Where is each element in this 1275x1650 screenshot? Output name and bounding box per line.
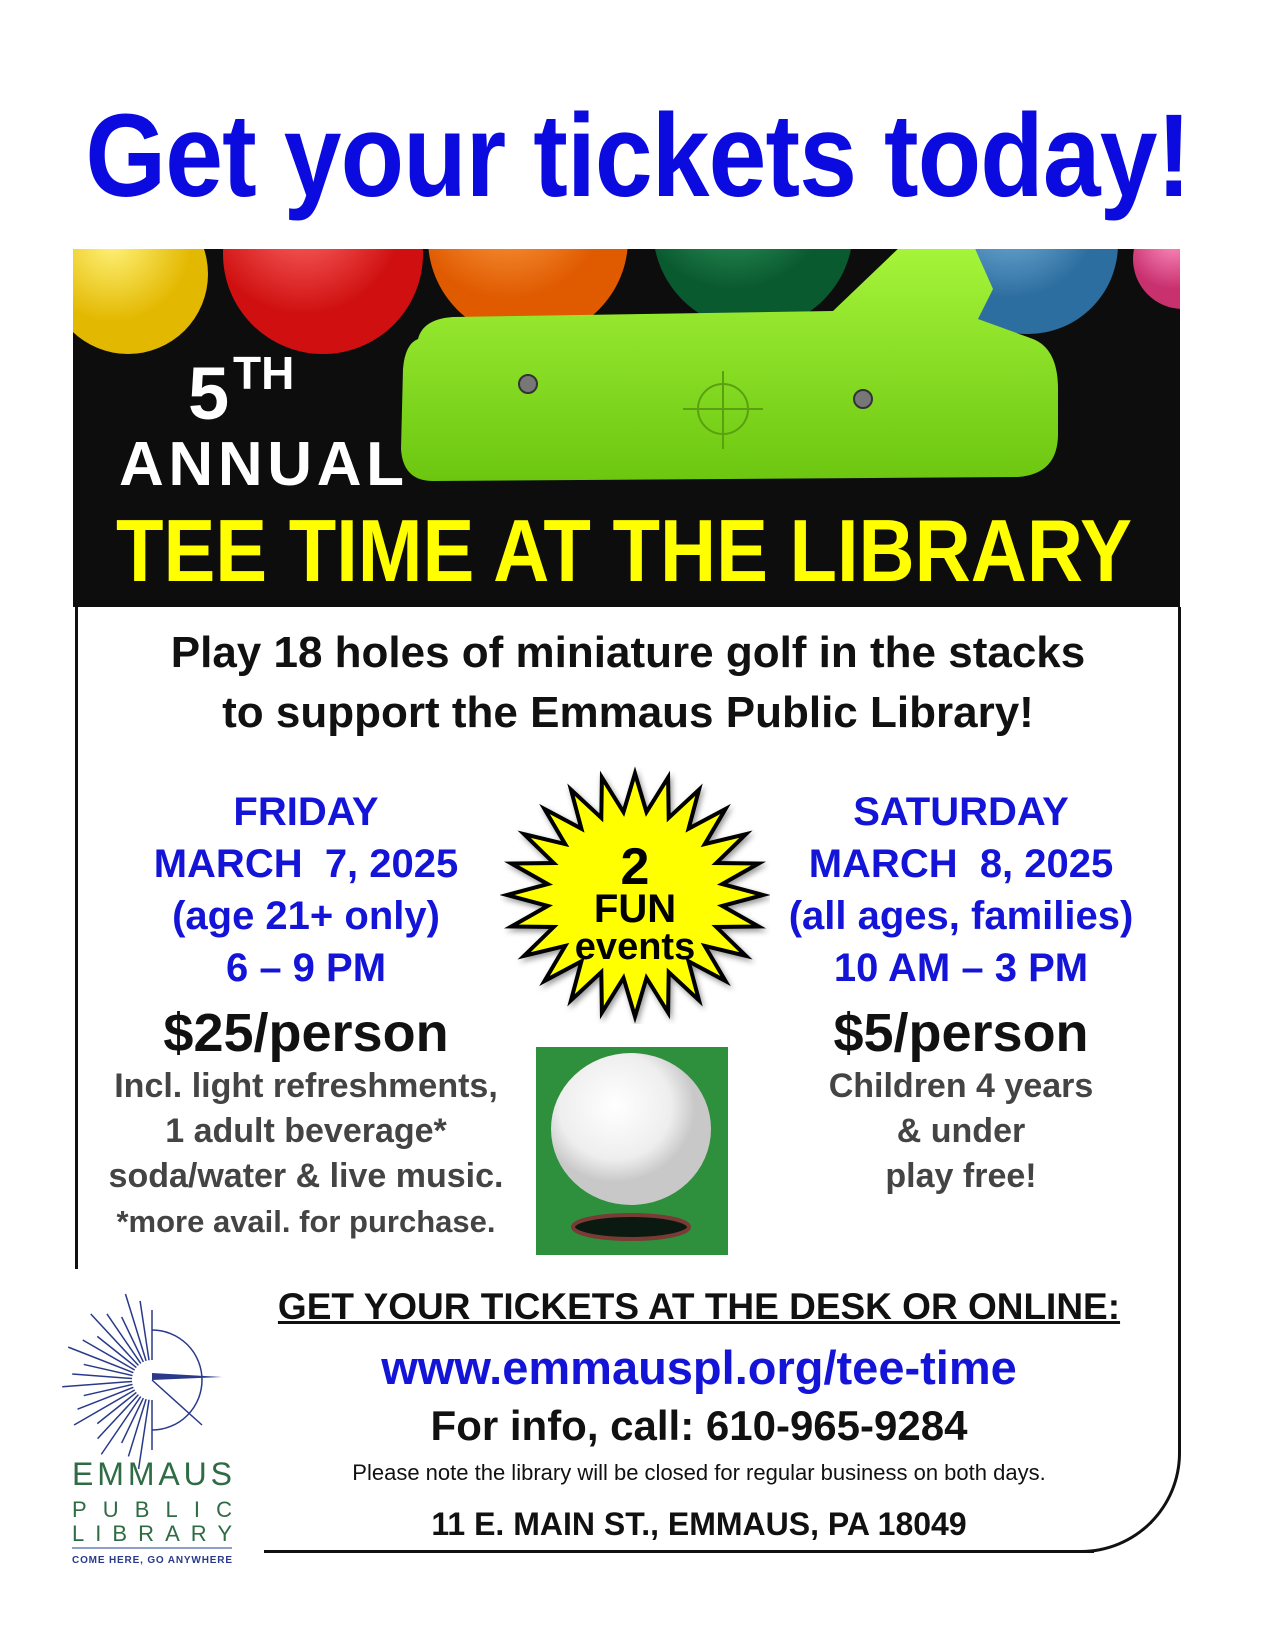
golf-ball [551,1053,711,1205]
library-address: 11 E. MAIN ST., EMMAUS, PA 18049 [431,1506,967,1542]
friday-time: 6 – 9 PM [225,946,387,990]
intro-line-1: Play 18 holes of miniature golf in the stacks [170,628,1086,677]
golf-ball-image [536,1047,728,1255]
badge-word-events: events [574,926,696,968]
banner-image [73,249,1180,607]
headline-text: Get your tickets today! [85,90,1190,222]
logo-line3: LIBRARY [72,1521,232,1546]
saturday-date: MARCH 8, 2025 [808,842,1114,886]
logo-name: EMMAUS [72,1456,232,1492]
fun-events-starburst [500,766,770,1024]
saturday-price: $5/person [833,1003,1089,1063]
friday-detail: *more avail. for purchase. [116,1204,496,1239]
friday-day: FRIDAY [233,790,379,834]
friday-price: $25/person [163,1003,449,1063]
friday-audience: (age 21+ only) [172,894,440,938]
logo-tagline: COME HERE, GO ANYWHERE [72,1555,232,1566]
friday-date: MARCH 7, 2025 [153,842,459,886]
tickets-url-link[interactable]: www.emmauspl.org/tee-time [381,1341,1017,1394]
headline [0,88,1275,224]
border-bottom [264,1550,1094,1553]
saturday-detail: play free! [885,1157,1037,1195]
saturday-detail: Children 4 years [828,1067,1094,1105]
golf-hole [573,1215,689,1239]
event-title: TEE TIME AT THE LIBRARY [116,501,1132,600]
info-phone: For info, call: 610-965-9284 [430,1402,968,1449]
ordinal-number: 5 [188,352,230,435]
intro-line-2: to support the Emmaus Public Library! [222,688,1034,737]
logo-line2: PUBLIC [72,1497,232,1522]
saturday-detail: & under [896,1112,1026,1150]
badge-number: 2 [620,838,650,896]
friday-detail: Incl. light refreshments, [114,1067,498,1105]
tickets-heading: GET YOUR TICKETS AT THE DESK OR ONLINE: [277,1286,1121,1327]
saturday-day: SATURDAY [853,790,1069,834]
saturday-time: 10 AM – 3 PM [833,946,1089,990]
friday-detail: 1 adult beverage* [165,1112,447,1150]
ordinal-suffix: TH [233,347,295,399]
annual-label: ANNUAL [119,430,404,499]
saturday-audience: (all ages, families) [788,894,1134,938]
badge-word-fun: FUN [593,887,677,931]
closure-note: Please note the library will be closed for regular business on both days. [352,1460,1046,1485]
friday-detail: soda/water & live music. [108,1157,504,1195]
